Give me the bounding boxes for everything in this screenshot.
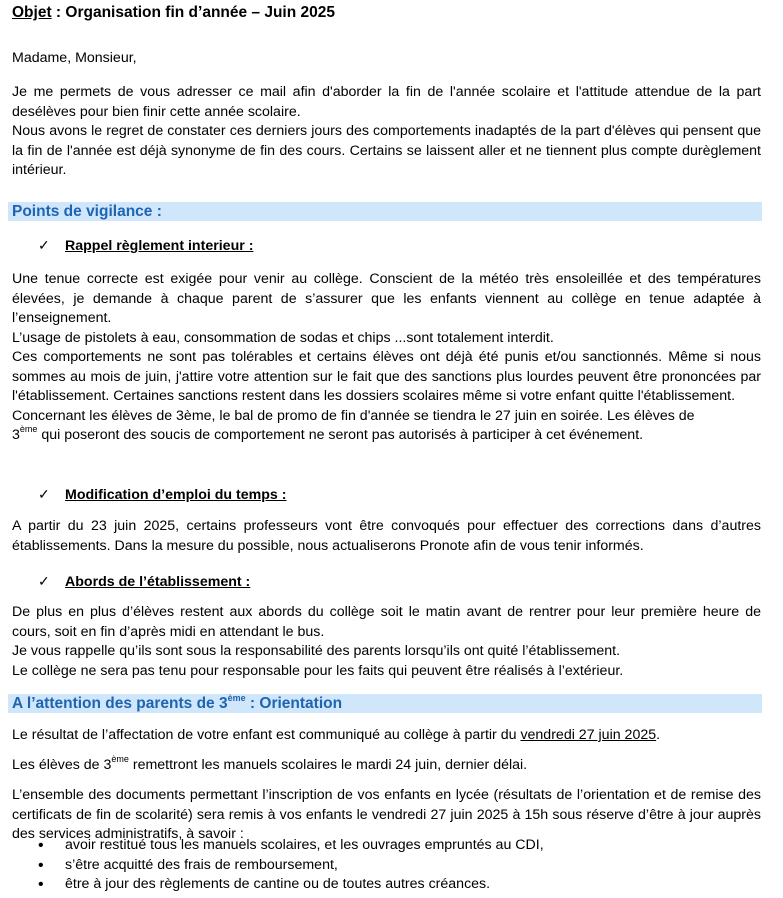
section-heading-vigilance: Points de vigilance : <box>8 202 762 221</box>
abords-body <box>12 603 761 681</box>
orientation-heading-end: : Orientation <box>245 695 343 712</box>
emploi-body <box>12 517 761 556</box>
check-icon: ✓ <box>38 238 50 254</box>
bal-text-end: qui poseront des soucis de comportement ne seront pas autorisés à participer à cet événement. <box>37 427 644 443</box>
reglement-paragraph-3: Ces comportements ne sont pas tolérables et certains élèves ont déjà été punis et/ou sanctionnés. Même si nous sommes au mois de juin, j'attire votre attention sur le fait que des sanctions plus lourdes peuvent être prononcées par l'établissement. Certaines sanctions restent dans les dossiers scolaires même si votre enfant quitte l'établissement. <box>12 349 761 404</box>
reglement-paragraph-2: L’usage de pistolets à eau, consommation de sodas et chips ...sont totalement interdit. <box>12 329 554 346</box>
check-icon: ✓ <box>38 487 50 503</box>
intro-paragraph-2: Nous avons le regret de constater ces derniers jours des comportements inadaptés de la part d'élèves qui pensent que la fin de l'année est déjà synonyme de fin des cours. Certains se laissent aller et ne tiennent plus compte durèglement intérieur. <box>12 123 761 178</box>
emploi-title: Modification d’emploi du temps : <box>65 487 287 503</box>
abords-paragraph-3: Le collège ne sera pas tenu pour responsable pour les faits qui peuvent être réalisés à l’extérieur. <box>12 662 624 679</box>
reglement-title: Rappel règlement interieur : <box>65 238 254 254</box>
abords-paragraph-2: Je vous rappelle qu’ils sont sous la responsabilité des parents lorsqu’ils ont quité l’établissement. <box>12 643 621 659</box>
abords-title: Abords de l’établissement : <box>65 574 251 590</box>
orientation-heading-sup: ème <box>227 693 246 703</box>
manuels-sup: ème <box>111 754 129 764</box>
emploi-paragraph-1: A partir du 23 juin 2025, certains professeurs vont être convoqués pour effectuer des corrections dans d’autres établissements. Dans la mesure du possible, nous actualiserons Pronote afin de vous tenir informés. <box>12 518 761 554</box>
abords-paragraph-1: De plus en plus d’élèves restent aux abords du collège soit le matin avant de rentrer pour leur première heure de cours, soit en fin d’après midi en attendant le bus. <box>12 604 761 640</box>
subject-line <box>12 4 335 22</box>
bal-text: Concernant les élèves de 3ème, le bal de promo de fin d'année se tiendra le 27 juin en soirée. Les élèves de <box>12 407 695 424</box>
orientation-paragraph-3: L’ensemble des documents permettant l’inscription de vos enfants en lycée (résultats de l’orientation et de remise des certificats de fin de scolarité) sera remis à vos enfants le vendredi 27 juin 2025 à 15h sous réserve d’être à jour auprès des services administratifs, à savoir : <box>12 787 761 842</box>
orientation-heading-text: A l’attention des parents de 3 <box>12 695 228 712</box>
intro-paragraph-1: Je me permets de vous adresser ce mail afin d'aborder la fin de l'année scolaire et l'attitude attendue de la part desélèves pour bien finir cette année scolaire. <box>12 84 761 120</box>
section-heading-orientation <box>8 694 762 713</box>
affectation-date: vendredi 27 juin 2025 <box>520 727 657 743</box>
orientation-paragraph-1 <box>12 726 761 746</box>
list-item: • s’être acquitté des frais de remboursement, <box>38 856 544 876</box>
subject-label: Objet <box>12 4 52 21</box>
greeting: Madame, Monsieur, <box>12 50 137 66</box>
reglement-paragraph-1: Une tenue correcte est exigée pour venir au collège. Conscient de la météo très ensoleillée et des températures élevées, je demande à chaque parent de s’assurer que les enfants viennent au collège en tenue adaptée à l’enseignement. <box>12 271 761 326</box>
reglement-paragraph-4 <box>12 407 761 446</box>
subject-text: : Organisation fin d’année – Juin 2025 <box>51 4 335 21</box>
check-icon: ✓ <box>38 574 50 590</box>
orientation-paragraph-2 <box>12 756 761 776</box>
manuels-text: Les élèves de 3 <box>12 757 112 773</box>
affectation-text: Le résultat de l’affectation de votre enfant est communiqué au collège à partir du <box>12 727 521 743</box>
checklist-item-reglement <box>38 238 253 254</box>
checklist-item-abords <box>38 574 250 590</box>
requirements-list <box>38 836 544 895</box>
bal-grade-number: 3 <box>12 427 20 443</box>
manuels-text-end: remettront les manuels scolaires le mardi 24 juin, dernier délai. <box>128 757 528 773</box>
affectation-end: . <box>656 727 661 743</box>
bal-grade-sup: ème <box>19 424 38 434</box>
intro <box>12 83 761 181</box>
reglement-body <box>12 270 761 446</box>
list-item: • avoir restitué tous les manuels scolaires, et les ouvrages empruntés au CDI, <box>38 836 544 856</box>
checklist-item-emploi <box>38 487 286 503</box>
list-item: • être à jour des règlements de cantine ou de toutes autres créances. <box>38 875 544 895</box>
